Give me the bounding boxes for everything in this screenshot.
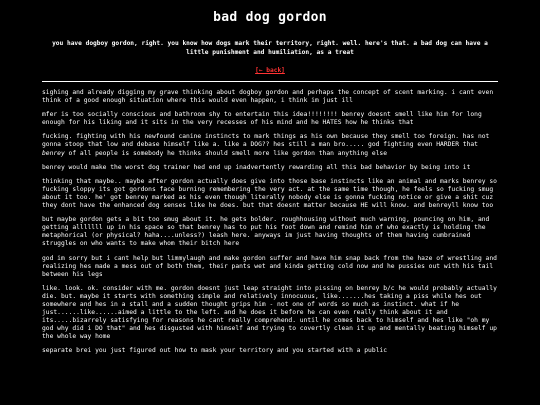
paragraph-5: thinking that maybe.. maybe after gordon actually does give into those base instincts like an animal and marks benrey so fucking sloppy its got gordons face burning remembering the very act. at the same time though, he feels so fucking smug about it too. he' got benrey marked as his even though literally nobody else is gonna fucking notice or give a shit cuz they dont have the enhanced dog senses like he does. but that doesnt matter because HE will know. and benreyll know too <box>42 177 497 210</box>
paragraph-7: god im sorry but i cant help but limmylaugh and make gordon suffer and have him snap back from the haze of wrestling and realizing hes made a mess out of both them, their pants wet and kinda getting cold now and he pussies out with his tail between his legs <box>42 254 497 278</box>
paragraph-6: but maybe gordon gets a bit too smug about it. he gets bolder. roughhousing without much warning, pouncing on him, and getting alllllll up in his space so that benrey has to put his foot down and remind him of who exactly is holding the metaphorical (or physical? haha....unless?) leash here. anyways im just having thoughts of them having cumbrained struggles on who wants to make whom their bitch here <box>42 216 490 248</box>
back-link[interactable]: [← back] <box>255 67 285 74</box>
post-body <box>42 89 498 356</box>
page-title: bad dog gordon <box>213 10 327 25</box>
paragraph-3: fucking. fighting with his newfound canine instincts to mark things as his own because they smell too foreign. has not gonna stoop that low and debase himself like a. like a DOG?? hes still a man bro..... god fighting even HARDER that benrey of all people is somebody he thinks should smell more like gordon than anything else <box>42 133 490 157</box>
page-subtitle: you have dogboy gordon, right. you know how dogs mark their territory, right. well. here's that. a bad dog can have a little punishment and humiliation, as a treat <box>52 40 488 56</box>
paragraph-1: sighing and already digging my grave thinking about dogboy gordon and perhaps the concept of scent marking. i cant even think of a good enough situation where this would even happen, i think im just ill <box>42 89 494 105</box>
paragraph-2: mfer is too socially conscious and bathroom shy to entertain this idea!!!!!!!! benrey doesnt smell like him for long enough for his liking and it sits in the very recesses of his mind and he HATES how he thinks that <box>42 111 482 127</box>
paragraph-9: separate brei you just figured out how to mask your territory and you started with a public <box>42 347 387 355</box>
emphasis-text: benrey <box>42 149 65 157</box>
paragraph-4: benrey would make the worst dog trainer hed end up inadvertently rewarding all this bad behavior by being into it <box>42 163 471 171</box>
paragraph-8: like. look. ok. consider with me. gordon doesnt just leap straight into pissing on benrey b/c he would probably actually die. but. maybe it starts with something simple and relatively innocuous, like.......hes taking a piss while hes out somewhere and hes in a stall and a sudden thought grips him - not one of words so much as instinct. what if he just......like......aimed a little to the left. and he does it before he can even really think about it and its.....bizarrely satisfying for reasons he cant really comprehend. until he comes back to himself and hes like "oh my god why did i DO that" and hes disgusted with himself and trying to covertly clean it up and mentally beating himself up the whole way home <box>42 284 497 341</box>
page-container <box>42 0 498 356</box>
divider <box>42 81 498 82</box>
